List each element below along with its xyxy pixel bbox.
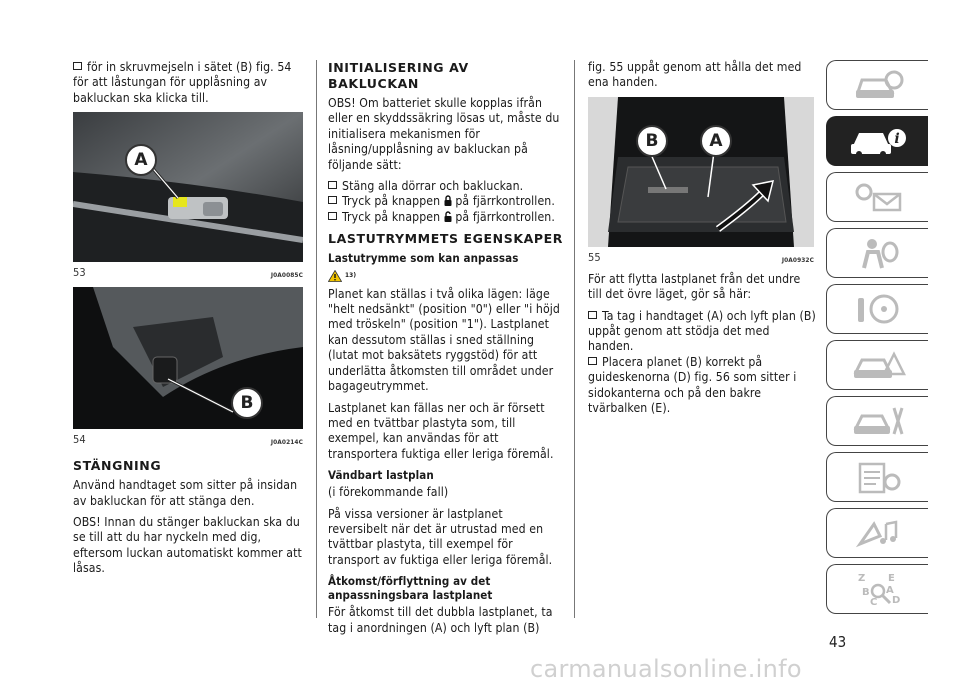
heading-trunk: LASTUTRYMMETS EGENSKAPER: [328, 231, 564, 247]
car-dashboard-icon: [850, 68, 906, 102]
settings-list-icon: [850, 460, 906, 494]
svg-text:C: C: [869, 597, 877, 608]
steering-wheel-icon: [850, 292, 906, 326]
tab-maintenance[interactable]: [826, 396, 928, 446]
bullet-square-icon: [328, 212, 337, 220]
bullet-square-icon: [328, 181, 337, 189]
column-2: [328, 60, 564, 642]
subheading-adaptable: Lastutrymme som kan anpassas: [328, 251, 519, 266]
tab-multimedia[interactable]: [826, 508, 928, 558]
column-3: [588, 60, 816, 422]
para-fig55: fig. 55 uppåt genom att hålla det med ena handen.: [588, 60, 802, 90]
svg-text:E: E: [887, 573, 895, 584]
figure-53-number: 53: [73, 266, 86, 280]
intro-cont-text: för att låstungan för upplåsning av bakluckan ska klicka till.: [73, 75, 268, 105]
intro-bullet-text: för in skruvmejseln i sätet (B) fig. 54: [87, 60, 292, 74]
watermark: carmanualsonline.info: [530, 655, 802, 683]
bullet-press-lock-pre: Tryck på knappen: [342, 194, 441, 209]
figure-53-caption: [73, 265, 303, 279]
heading-init: INITIALISERING AV BAKLUCKAN: [328, 60, 469, 91]
tab-car-dashboard[interactable]: [826, 60, 928, 110]
bullet-press-unlock-pre: Tryck på knappen: [342, 209, 441, 224]
warning-icon: [328, 270, 342, 282]
bullet-place-planet: Placera planet (B) korrekt på guideskenorna (D) fig. 56 som sitter i sidokanterna och på den bakre tvärbalken (E).: [588, 354, 797, 416]
airbag-person-icon: [850, 236, 906, 270]
warning-ref: 13): [345, 271, 357, 280]
svg-text:A: A: [885, 585, 894, 596]
tab-driving[interactable]: [826, 284, 928, 334]
svg-text:i: i: [893, 131, 900, 147]
para-use-handle: Använd handtaget som sitter på insidan av bakluckan för att stänga den.: [73, 478, 298, 508]
light-envelope-icon: [850, 180, 906, 214]
bullet-close-doors: Stäng alla dörrar och bakluckan.: [342, 179, 524, 194]
tab-car-info[interactable]: [826, 116, 928, 166]
bullet-square-icon: [328, 196, 337, 204]
column-divider-2: [574, 60, 575, 618]
tab-safety[interactable]: [826, 228, 928, 278]
figure-54-caption: [73, 432, 303, 446]
para-planet-positions: Planet kan ställas i två olika lägen: läge "helt nedsänkt" (position "0") eller "i höjd med tröskeln" (position "1"). Lastplanet kan dessutom ställas i sned ställning (lutat mot baksätets ryggstöd) för att underlätta åtkomsten till området under bagageutrymmet.: [328, 286, 560, 394]
callout-a: A: [125, 144, 157, 176]
column-1: [73, 60, 303, 583]
car-tools-icon: [850, 404, 906, 438]
figure-53-code: J0A0085C: [270, 271, 303, 280]
car-warning-icon: [850, 348, 906, 382]
subheading-reversible: Vändbart lastplan: [328, 468, 434, 483]
index-abc-icon: [850, 569, 906, 609]
page-number: 43: [829, 633, 847, 651]
para-move-planet: För att flytta lastplanet från det undre till det övre läget, gör så här:: [588, 271, 801, 302]
para-access: För åtkomst till det dubbla lastplanet, ta tag i anordningen (A) och lyft plan (B): [328, 605, 553, 635]
subheading-access: Åtkomst/förflyttning av det anpassningsbara lastplanet: [328, 574, 493, 603]
tab-index[interactable]: [826, 564, 928, 614]
note-if-present: (i förekommande fall): [328, 485, 449, 500]
bullet-square-icon: [588, 311, 597, 319]
svg-text:D: D: [891, 595, 900, 606]
figure-55-number: 55: [588, 250, 601, 264]
figure-55-photo: [588, 97, 814, 247]
callout-b: B: [636, 125, 668, 157]
car-info-icon: [847, 124, 909, 158]
column-divider-1: [316, 60, 317, 618]
svg-text:Z: Z: [857, 573, 865, 584]
figure-54-number: 54: [73, 433, 86, 447]
figure-54-photo: [73, 287, 303, 429]
figure-53-photo: [73, 112, 303, 262]
figure-55-caption: [588, 250, 814, 264]
bullet-square-icon: [73, 62, 82, 70]
callout-b: B: [231, 387, 263, 419]
svg-text:B: B: [861, 587, 870, 598]
para-versions: På vissa versioner är lastplanet reversibelt när det är utrustad med en tvättbar plastyta, till exempel för transport av fuktiga eller leriga föremål.: [328, 506, 553, 567]
tab-lights-messages[interactable]: [826, 172, 928, 222]
figure-55-code: J0A0932C: [781, 255, 814, 264]
bullet-press-unlock-post: på fjärrkontrollen.: [455, 209, 555, 224]
bullet-square-icon: [588, 357, 597, 365]
para-planet-fold: Lastplanet kan fällas ner och är försett med en tvättbar plastyta som, till exempel, kan användas för att transportera fuktiga eller leriga föremål.: [328, 400, 554, 461]
figure-54-code: J0A0214C: [270, 438, 303, 447]
para-obs-battery: OBS! Om batteriet skulle kopplas ifrån eller en skyddssäkring lösas ut, måste du initialisera mekanismen för låsning/upplåsning av bakluckan på följande sätt:: [328, 96, 560, 172]
lock-icon: [444, 195, 452, 206]
callout-a: A: [700, 125, 732, 157]
bullet-grab-handle: Ta tag i handtaget (A) och lyft plan (B) uppåt genom att stödja det med handen.: [588, 308, 816, 354]
bullet-press-lock-post: på fjärrkontrollen.: [455, 194, 555, 209]
tab-technical-data[interactable]: [826, 452, 928, 502]
unlock-icon: [444, 211, 452, 222]
tab-emergency[interactable]: [826, 340, 928, 390]
para-obs-key: OBS! Innan du stänger bakluckan ska du se till att du har nyckeln med dig, eftersom luckan automatiskt kommer att låsas.: [73, 515, 302, 576]
heading-stangning: STÄNGNING: [73, 458, 162, 474]
chapter-tabs: [826, 60, 928, 620]
music-nav-icon: [850, 516, 906, 550]
